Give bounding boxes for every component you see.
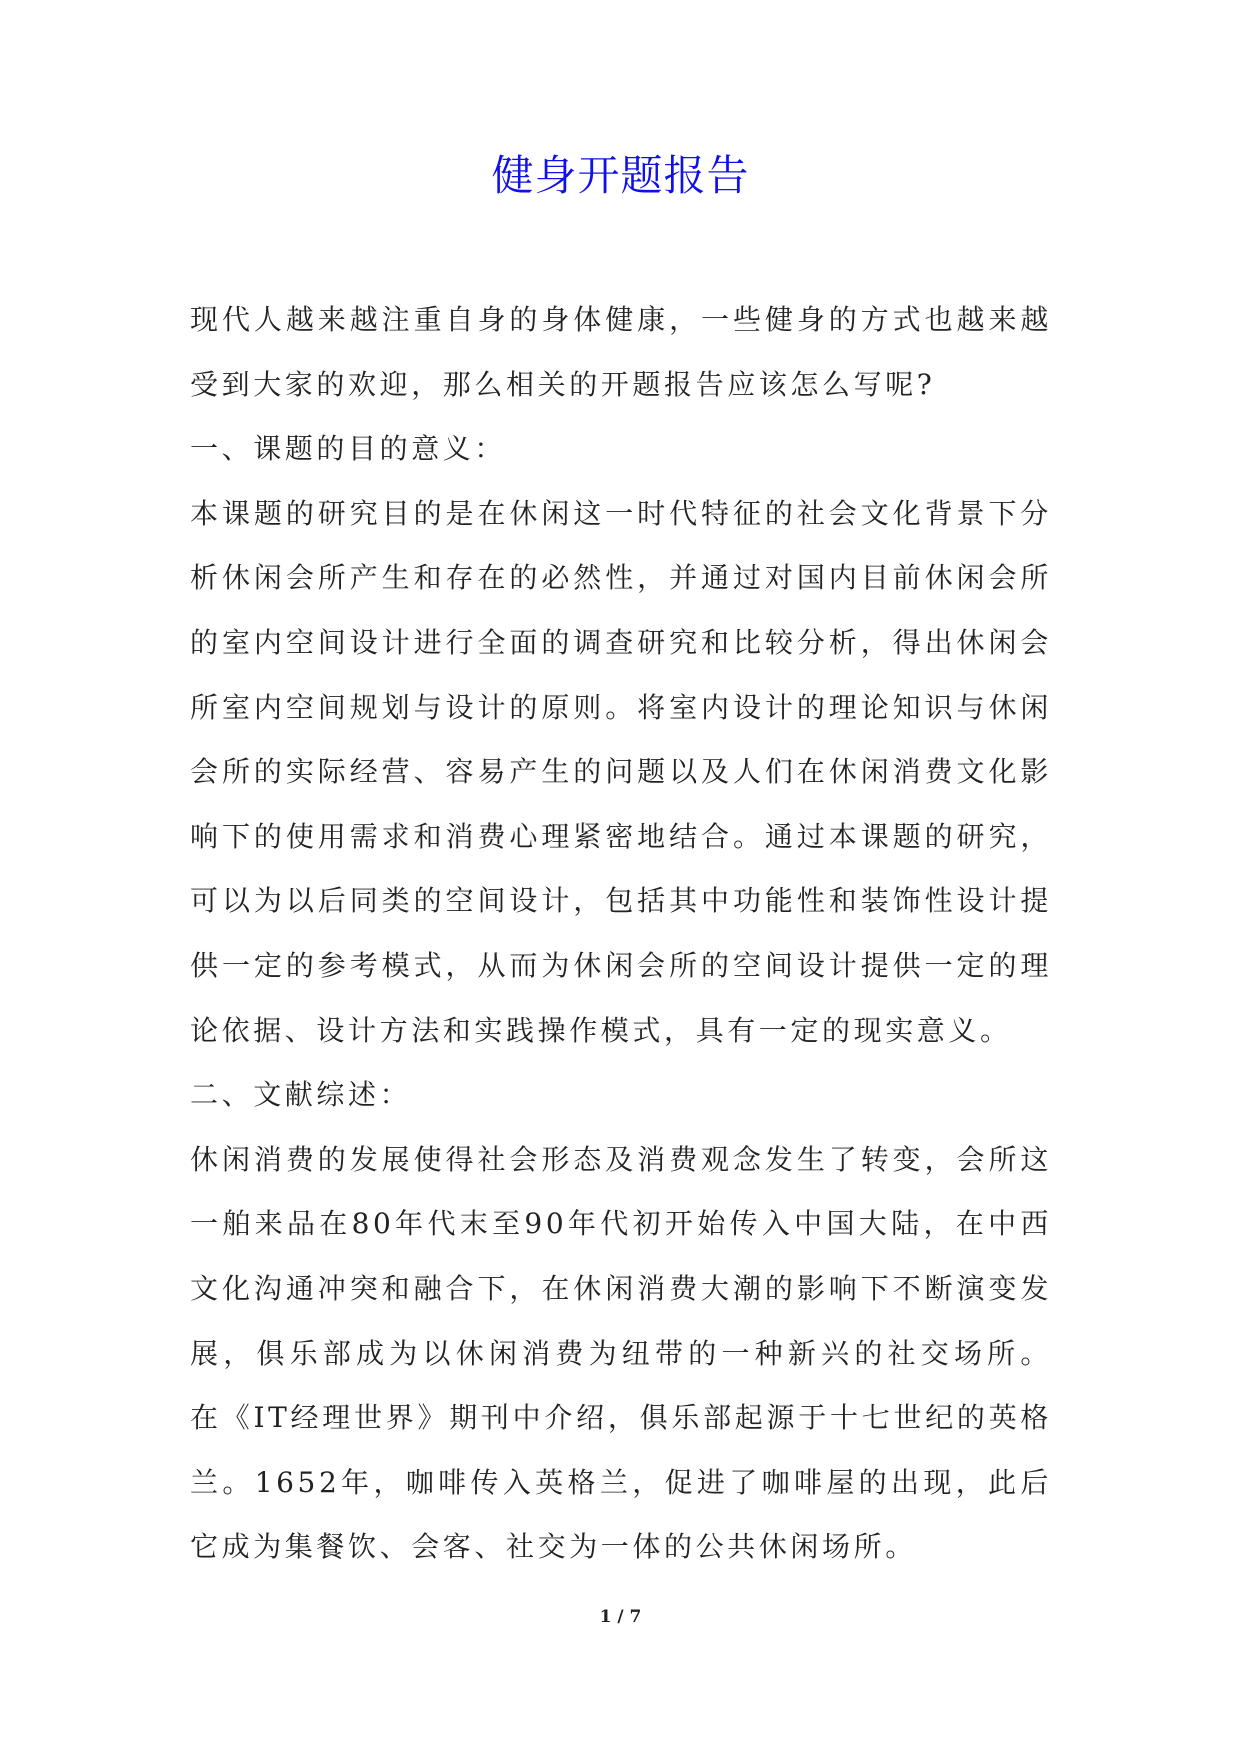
literature-paragraph: 休闲消费的发展使得社会形态及消费观念发生了转变，会所这一舶来品在80年代末至90年代初开始传入中国大陆，在中西文化沟通冲突和融合下，在休闲消费大潮的影响下不断演变发展，俱乐部成为以休闲消费为纽带的一种新兴的社交场所。 在《IT经理世界》期刊中介绍，俱乐部起源于十七世纪的英格兰。1652年，咖啡传入英格兰，促进了咖啡屋的出现，此后它成为集餐饮、会客、社交为一体的公共休闲场所。 [190,1142,1052,1564]
document-body [190,288,1052,1580]
section-heading-literature: 二、文献综述： [190,1078,412,1112]
section-heading-purpose: 一、课题的目的意义： [190,432,507,466]
page-number: 1 / 7 [599,1607,642,1627]
purpose-paragraph: 本课题的研究目的是在休闲这一时代特征的社会文化背景下分析休闲会所产生和存在的必然性，并通过对国内目前休闲会所的室内空间设计进行全面的调查研究和比较分析，得出休闲会所室内空间规划与设计的原则。将室内设计的理论知识与休闲会所的实际经营、容易产生的问题以及人们在休闲消费文化影响下的使用需求和消费心理紧密地结合。通过本课题的研究，可以为以后同类的空间设计，包括其中功能性和装饰性设计提供一定的参考模式，从而为休闲会所的空间设计提供一定的理论依据、设计方法和实践操作模式，具有一定的现实意义。 [190,496,1052,1047]
document-title: 健身开题报告 [491,151,750,200]
intro-paragraph: 现代人越来越注重自身的身体健康，一些健身的方式也越来越受到大家的欢迎，那么相关的开题报告应该怎么写呢? [190,303,1052,401]
